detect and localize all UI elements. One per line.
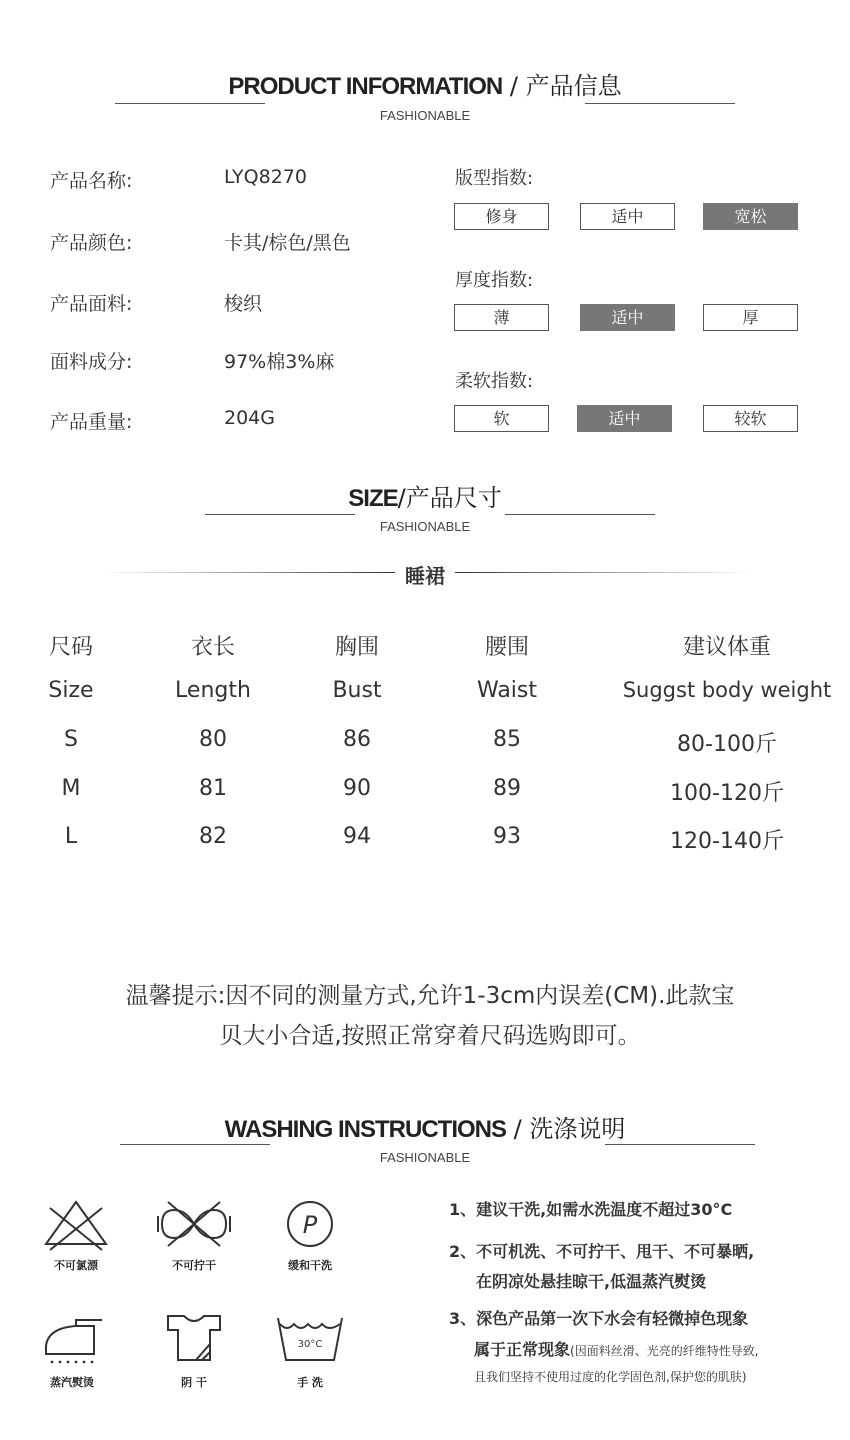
wash-instruction-2b: 在阴凉处悬挂晾干,低温蒸汽熨烫 (476, 1272, 707, 1291)
thickness-option-thick: 厚 (703, 304, 798, 331)
washing-divider-right (605, 1144, 755, 1145)
category-divider-left (100, 572, 395, 573)
product-info-title-cn: / 产品信息 (502, 72, 622, 100)
steam-iron-icon (36, 1312, 116, 1372)
size-row-l-size: L (64, 824, 78, 849)
softness-option-medium-selected: 适中 (577, 405, 672, 432)
wash-instruction-3b-note: (因面料丝滑、光亮的纤维特性导致, (570, 1344, 759, 1358)
size-header-size-en: Size (48, 678, 94, 703)
size-header-length-en: Length (175, 678, 251, 703)
measurement-tip-line1: 温馨提示:因不同的测量方式,允许1-3cm内误差(CM).此款宝 (125, 983, 735, 1009)
size-subtitle: FASHIONABLE (379, 519, 471, 534)
wash-instruction-3a: 3、深色产品第一次下水会有轻微掉色现象 (449, 1309, 749, 1328)
no-bleach-caption: 不可氯漂 (54, 1259, 98, 1272)
no-bleach-icon (36, 1194, 116, 1254)
size-row-l-bust: 94 (343, 824, 371, 849)
size-title-en: SIZE (348, 485, 398, 512)
size-row-s-length: 80 (199, 727, 227, 752)
washing-subtitle: FASHIONABLE (379, 1150, 471, 1165)
info-label-composition: 面料成分: (50, 351, 133, 373)
svg-text:P: P (302, 1211, 318, 1239)
gentle-dry-clean-caption: 缓和干洗 (288, 1259, 332, 1272)
washing-title-en: WASHING INSTRUCTIONS (224, 1116, 506, 1143)
size-row-s-size: S (64, 727, 78, 752)
fit-option-regular: 适中 (580, 203, 675, 230)
measurement-tip-line2: 贝大小合适,按照正常穿着尺码选购即可。 (219, 1023, 641, 1049)
thickness-option-medium-selected: 适中 (580, 304, 675, 331)
info-label-weight: 产品重量: (50, 411, 133, 433)
shade-dry-caption: 阴 干 (181, 1376, 207, 1389)
size-row-s-bust: 86 (343, 727, 371, 752)
size-row-m-waist: 89 (493, 776, 521, 801)
softness-index-label: 柔软指数: (455, 371, 534, 392)
size-row-m-bust: 90 (343, 776, 371, 801)
wash-instruction-2a: 2、不可机洗、不可拧干、甩干、不可暴晒, (449, 1242, 755, 1261)
size-header-length-cn: 衣长 (190, 635, 235, 660)
washing-title (0, 1109, 850, 1144)
gentle-dry-clean-icon (270, 1194, 350, 1254)
thickness-index-label: 厚度指数: (455, 270, 534, 291)
info-label-name: 产品名称: (50, 170, 133, 192)
size-header-waist-cn: 腰围 (484, 635, 529, 660)
size-title-cn: /产品尺寸 (397, 484, 502, 512)
info-value-fabric: 梭织 (224, 293, 263, 315)
size-divider-left (205, 514, 355, 515)
size-row-s-weight: 80-100斤 (677, 732, 777, 757)
size-row-l-weight: 120-140斤 (670, 829, 784, 854)
size-row-m-length: 81 (199, 776, 227, 801)
size-title (0, 478, 850, 513)
product-info-title-en: PRODUCT INFORMATION (228, 73, 503, 100)
measurement-tip (40, 976, 820, 1056)
info-value-composition: 97%棉3%麻 (224, 351, 335, 373)
size-header-bust-en: Bust (332, 678, 382, 703)
size-header-waist-en: Waist (476, 678, 538, 703)
hand-wash-temp: 30°C (297, 1339, 323, 1350)
fit-option-slim: 修身 (454, 203, 549, 230)
hand-wash-caption: 手 洗 (297, 1376, 323, 1389)
wash-instruction-3c: 且我们坚持不使用过度的化学固色剂,保护您的肌肤) (474, 1370, 747, 1384)
shade-dry-icon (154, 1312, 234, 1372)
size-row-l-waist: 93 (493, 824, 521, 849)
thickness-option-thin: 薄 (454, 304, 549, 331)
softness-option-soft: 软 (454, 405, 549, 432)
washing-divider-left (120, 1144, 270, 1145)
softness-option-softer: 较软 (703, 405, 798, 432)
product-info-subtitle: FASHIONABLE (379, 108, 471, 123)
info-label-color: 产品颜色: (50, 232, 133, 254)
no-wring-icon (154, 1194, 234, 1254)
info-label-fabric: 产品面料: (50, 293, 133, 315)
size-row-m-weight: 100-120斤 (670, 781, 784, 806)
info-value-name: LYQ8270 (224, 166, 307, 188)
category-divider-right (455, 572, 755, 573)
size-header-weight-cn: 建议体重 (682, 635, 771, 660)
wash-instruction-3b (474, 1337, 759, 1360)
steam-iron-caption: 蒸汽熨烫 (50, 1376, 94, 1389)
size-divider-right (505, 514, 655, 515)
fit-option-loose-selected: 宽松 (703, 203, 798, 230)
fit-index-label: 版型指数: (455, 168, 534, 189)
size-header-weight-en: Suggst body weight (622, 678, 832, 702)
size-row-m-size: M (61, 776, 81, 801)
title-divider-left (115, 103, 265, 104)
size-header-size-cn: 尺码 (48, 635, 93, 660)
size-row-l-length: 82 (199, 824, 227, 849)
title-divider-right (585, 103, 735, 104)
hand-wash-icon (270, 1312, 350, 1372)
wash-instruction-3b-bold: 属于正常现象 (474, 1340, 571, 1359)
category-label: 睡裙 (405, 564, 445, 588)
size-row-s-waist: 85 (493, 727, 521, 752)
info-value-weight: 204G (224, 407, 275, 429)
no-wring-caption: 不可拧干 (172, 1259, 216, 1272)
size-header-bust-cn: 胸围 (334, 635, 379, 660)
info-value-color: 卡其/棕色/黑色 (224, 232, 351, 254)
washing-title-cn: / 洗涤说明 (506, 1115, 626, 1143)
product-info-title (0, 66, 850, 101)
wash-instruction-1: 1、建议干洗,如需水洗温度不超过30°C (449, 1200, 733, 1219)
